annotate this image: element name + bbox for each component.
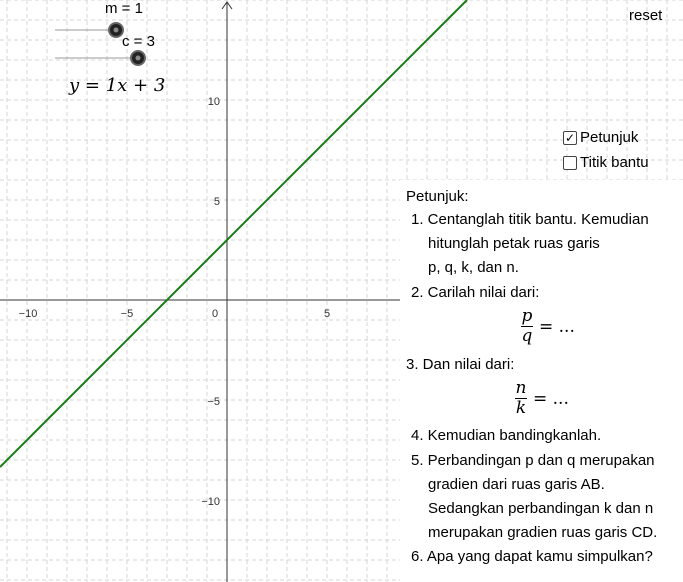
fraction-rest: = ... (539, 316, 575, 337)
hint-item: hitunglah petak ruas garis (428, 235, 600, 252)
fraction-p-over-q (521, 307, 575, 346)
checkbox-titik-bantu-label: Titik bantu (580, 154, 649, 171)
hint-item: p, q, k, dan n. (428, 259, 519, 276)
slider-c-label: c = 3 (122, 33, 155, 50)
fraction-numerator: n (515, 378, 527, 398)
checkbox-titik-bantu[interactable] (563, 154, 649, 171)
checkbox-petunjuk-label: Petunjuk (580, 129, 639, 146)
fraction (521, 307, 533, 346)
hint-item: 2. Carilah nilai dari: (411, 284, 540, 301)
slider-c-handle-dot (136, 56, 141, 61)
x-tick-label: 5 (323, 308, 331, 320)
x-tick-label: −5 (120, 308, 134, 320)
hint-item: gradien dari ruas garis AB. (428, 476, 605, 493)
reset-button[interactable]: reset (629, 7, 663, 24)
equation-label: y = 1x + 3 (69, 75, 166, 96)
hint-item: Sedangkan perbandingan k dan n (428, 500, 654, 517)
slider-m-handle-dot (114, 28, 119, 33)
y-tick-label: 10 (207, 96, 220, 108)
y-tick-label: 5 (213, 196, 220, 208)
fraction-denominator: k (515, 398, 527, 418)
checkbox-petunjuk-box[interactable]: ✓ (564, 130, 576, 145)
x-tick-label: −10 (18, 308, 38, 320)
y-tick-label: −10 (201, 496, 220, 508)
checkbox-petunjuk[interactable] (563, 129, 638, 146)
hint-item: 6. Apa yang dapat kamu simpulkan? (411, 548, 653, 565)
fraction-numerator: p (521, 306, 533, 326)
fraction (515, 379, 527, 418)
hint-item: merupakan gradien ruas garis CD. (428, 524, 658, 541)
checkbox-titik-bantu-box[interactable] (563, 156, 577, 170)
axis-tick-labels (19, 96, 330, 508)
hint-title: Petunjuk: (406, 188, 469, 205)
y-tick-label: −5 (207, 396, 220, 408)
fraction-denominator: q (521, 326, 533, 346)
hint-item: 1. Centanglah titik bantu. Kemudian (411, 211, 649, 228)
fraction-rest: = ... (533, 388, 569, 409)
hint-item: 4. Kemudian bandingkanlah. (411, 427, 602, 444)
x-tick-label: 0 (211, 308, 219, 320)
hint-item: 5. Perbandingan p dan q merupakan (411, 452, 655, 469)
slider-m-label: m = 1 (105, 0, 143, 17)
fraction-n-over-k (515, 379, 569, 418)
hint-item: 3. Dan nilai dari: (406, 356, 515, 373)
